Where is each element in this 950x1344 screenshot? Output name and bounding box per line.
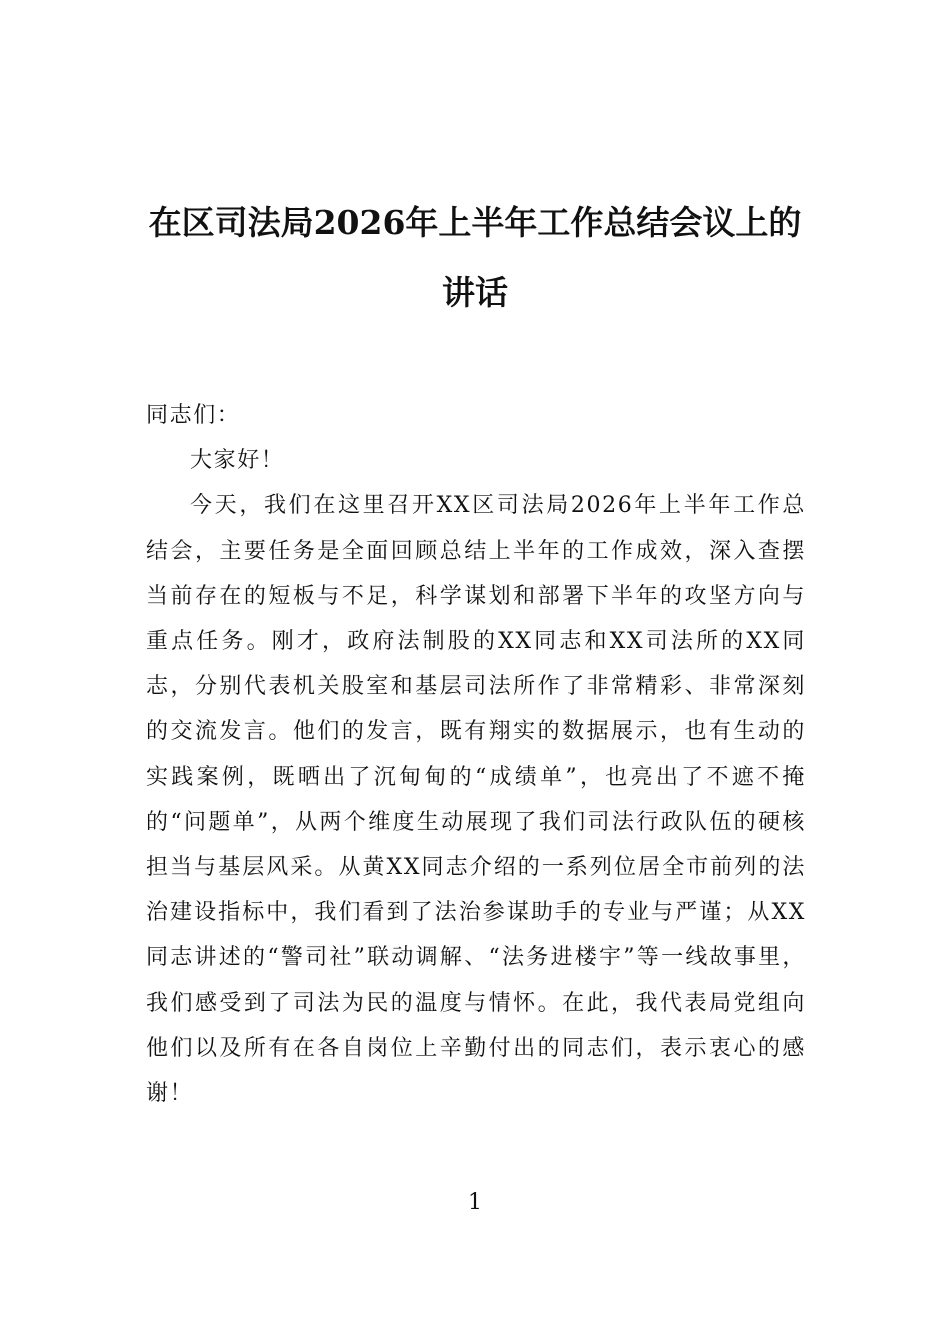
document-title: 在区司法局2026年上半年工作总结会议上的讲话 [148, 203, 802, 312]
page-number: 1 [468, 1190, 482, 1215]
body-paragraph: 今天，我们在这里召开XX区司法局2026年上半年工作总结会，主要任务是全面回顾总结上半年的工作成效，深入查摆当前存在的短板与不足，科学谋划和部署下半年的攻坚方向与重点任务。刚才，政府法制股的XX同志和XX司法所的XX同志，分别代表机关股室和基层司法所作了非常精彩、非常深刻的交流发言。他们的发言，既有翔实的数据展示，也有生动的实践案例，既晒出了沉甸甸的“成绩单”，也亮出了不遮不掩的“问题单”，从两个维度生动展现了我们司法行政队伍的硬核担当与基层风采。从黄XX同志介绍的一系列位居全市前列的法治建设指标中，我们看到了法治参谋助手的专业与严谨；从XX同志讲述的“警司社”联动调解、“法务进楼宇”等一线故事里，我们感受到了司法为民的温度与情怀。在此，我代表局党组向他们以及所有在各自岗位上辛勤付出的同志们，表示衷心的感谢！ [146, 493, 806, 1107]
greeting-paragraph: 大家好！ [190, 448, 285, 474]
salutation: 同志们： [146, 403, 241, 428]
document-body [146, 393, 806, 1116]
